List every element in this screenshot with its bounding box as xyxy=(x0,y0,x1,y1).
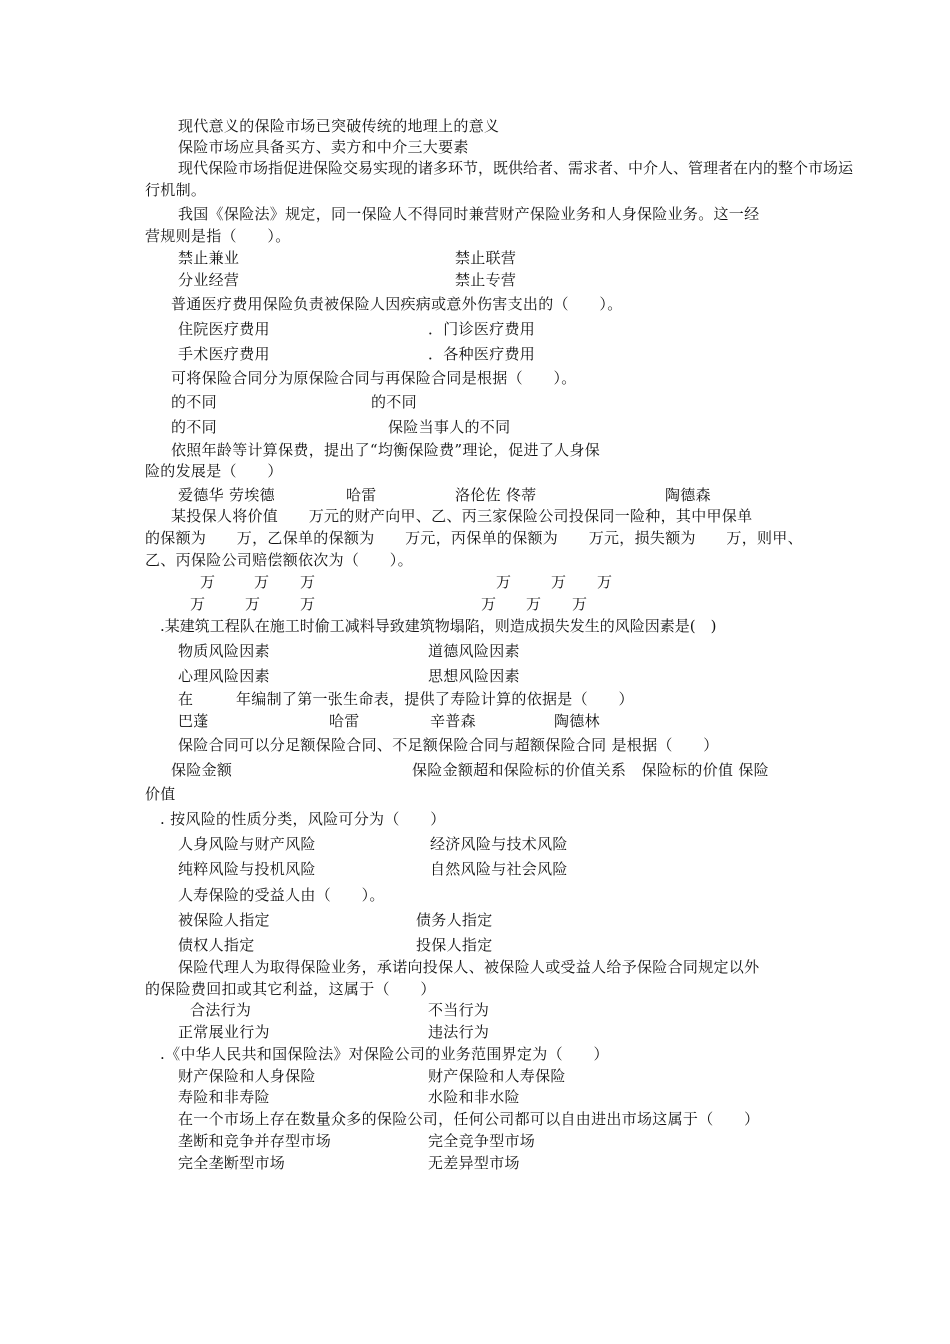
option: 无差异型市场 xyxy=(428,1154,520,1172)
option: 债务人指定 xyxy=(416,911,493,929)
option: 完全垄断型市场 xyxy=(178,1154,286,1172)
option: 陶德森 xyxy=(665,486,711,504)
question-stem: 年编制了第一张生命表，提供了寿险计算的依据是（ ） xyxy=(236,690,634,708)
option: 纯粹风险与投机风险 xyxy=(178,860,316,878)
option: 万 xyxy=(572,595,588,613)
option: 财产保险和人寿保险 xyxy=(428,1067,566,1085)
option: 万 xyxy=(496,573,512,591)
option: 思想风险因素 xyxy=(428,667,520,685)
option: 陶德林 xyxy=(554,712,600,730)
option: 手术医疗费用 xyxy=(178,345,270,363)
question-stem: 人寿保险的受益人由（ ）。 xyxy=(178,886,385,904)
option: 完全竞争型市场 xyxy=(428,1132,536,1150)
option: 辛普森 xyxy=(430,712,476,730)
question-stem: 险的发展是（ ） xyxy=(145,462,283,480)
option: 保险当事人的不同 xyxy=(388,418,511,436)
option: 爱德华 劳埃德 xyxy=(178,486,275,504)
option: 万 xyxy=(300,573,316,591)
text-line: 保险市场应具备买方、卖方和中介三大要素 xyxy=(178,138,469,156)
option: 投保人指定 xyxy=(416,936,493,954)
question-stem: 保险代理人为取得保险业务，承诺向投保人、被保险人或受益人给予保险合同规定以外 xyxy=(178,958,760,976)
question-stem: 在一个市场上存在数量众多的保险公司，任何公司都可以自由进出市场这属于（ ） xyxy=(178,1110,760,1128)
option: 不当行为 xyxy=(428,1001,490,1019)
option: 的不同 xyxy=(171,393,217,411)
option: 的不同 xyxy=(371,393,417,411)
option: 价值 xyxy=(145,785,176,803)
option: 经济风险与技术风险 xyxy=(430,835,568,853)
option: 正常展业行为 xyxy=(178,1023,270,1041)
text-line: 行机制。 xyxy=(145,181,207,199)
option: ．各种医疗费用 xyxy=(428,345,536,363)
option: 万 xyxy=(481,595,497,613)
option: 水险和非水险 xyxy=(428,1088,520,1106)
option: 哈雷 xyxy=(346,486,377,504)
option: 住院医疗费用 xyxy=(178,320,270,338)
question-stem: 保险合同可以分足额保险合同、不足额保险合同与超额保险合同 是根据（ ） xyxy=(178,736,719,754)
option: 自然风险与社会风险 xyxy=(430,860,568,878)
option: 万 xyxy=(190,595,206,613)
option: 的不同 xyxy=(171,418,217,436)
option: 物质风险因素 xyxy=(178,642,270,660)
option: 禁止兼业 xyxy=(178,249,240,267)
option: 人身风险与财产风险 xyxy=(178,835,316,853)
option: 被保险人指定 xyxy=(178,911,270,929)
option: 道德风险因素 xyxy=(428,642,520,660)
text-line: 现代意义的保险市场已突破传统的地理上的意义 xyxy=(178,117,500,135)
option: 保险金额 xyxy=(171,761,233,779)
question-stem: 营规则是指（ ）。 xyxy=(145,227,291,245)
option: 违法行为 xyxy=(428,1023,490,1041)
option: 禁止联营 xyxy=(455,249,517,267)
option: 万 xyxy=(597,573,613,591)
option: 寿险和非寿险 xyxy=(178,1088,270,1106)
question-stem: .《中华人民共和国保险法》对保险公司的业务范围界定为（ ） xyxy=(160,1045,609,1063)
question-stem: 可将保险合同分为原保险合同与再保险合同是根据（ ）。 xyxy=(171,369,577,387)
option: 心理风险因素 xyxy=(178,667,270,685)
option: ．门诊医疗费用 xyxy=(428,320,536,338)
option: 万 xyxy=(245,595,261,613)
question-stem: . 按风险的性质分类，风险可分为（ ） xyxy=(160,810,446,828)
option: 财产保险和人身保险 xyxy=(178,1067,316,1085)
question-stem: 乙、丙保险公司赔偿额依次为（ ）。 xyxy=(145,551,413,569)
option: 洛伦佐 佟蒂 xyxy=(455,486,537,504)
option: 万 xyxy=(254,573,270,591)
option: 巴蓬 xyxy=(178,712,209,730)
option: 万 xyxy=(526,595,542,613)
question-stem: 的保险费回扣或其它利益，这属于（ ） xyxy=(145,980,436,998)
option: 债权人指定 xyxy=(178,936,255,954)
option: 合法行为 xyxy=(190,1001,252,1019)
option: 禁止专营 xyxy=(455,271,517,289)
option: 哈雷 xyxy=(329,712,360,730)
question-stem: 某投保人将价值 万元的财产向甲、乙、丙三家保险公司投保同一险种，其中甲保单 xyxy=(171,507,753,525)
option: 分业经营 xyxy=(178,271,240,289)
question-stem: .某建筑工程队在施工时偷工减料导致建筑物塌陷，则造成损失发生的风险因素是( ) xyxy=(160,617,717,635)
option: 垄断和竞争并存型市场 xyxy=(178,1132,332,1150)
question-stem: 普通医疗费用保险负责被保险人因疾病或意外伤害支出的（ ）。 xyxy=(171,295,623,313)
text-line: 现代保险市场指促进保险交易实现的诸多环节，既供给者、需求者、中介人、管理者在内的整个市场运 xyxy=(178,159,854,177)
question-stem: 我国《保险法》规定，同一保险人不得同时兼营财产保险业务和人身保险业务。这一经 xyxy=(178,205,760,223)
option: 保险金额超和保险标的价值关系 保险标的价值 保险 xyxy=(412,761,769,779)
question-stem: 的保额为 万，乙保单的保额为 万元，丙保单的保额为 万元，损失额为 万，则甲、 xyxy=(145,529,803,547)
option: 万 xyxy=(200,573,216,591)
option: 万 xyxy=(300,595,316,613)
question-stem: 依照年龄等计算保费，提出了“均衡保险费”理论，促进了人身保 xyxy=(171,441,601,459)
question-stem: 在 xyxy=(178,690,194,708)
option: 万 xyxy=(551,573,567,591)
